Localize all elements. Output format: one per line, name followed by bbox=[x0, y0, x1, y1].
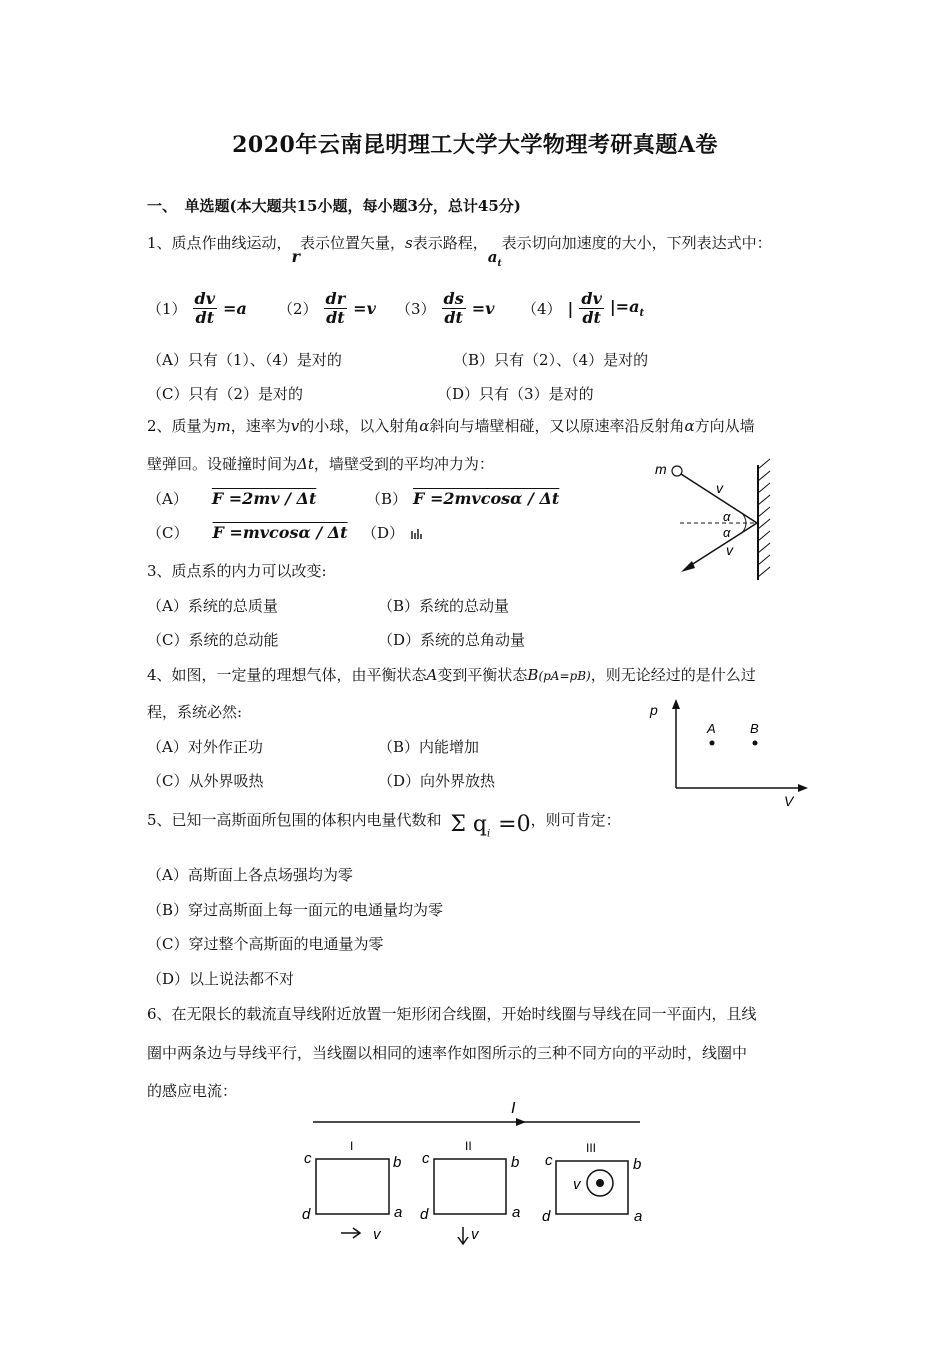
q1-expr-2 bbox=[278, 290, 376, 327]
q4-condition: (pA=pB) bbox=[538, 669, 591, 683]
point-a bbox=[710, 741, 715, 746]
q2-dt-symbol: Δt bbox=[297, 455, 314, 473]
label-m: m bbox=[655, 461, 667, 477]
corner-a: a bbox=[634, 1208, 643, 1225]
q1-expr-rhs: =v bbox=[471, 299, 495, 318]
current-arrow bbox=[516, 1118, 526, 1126]
label-v-reflected: v bbox=[726, 542, 733, 558]
numerator: dv bbox=[194, 289, 216, 308]
fraction bbox=[579, 290, 603, 327]
reflected-path bbox=[685, 523, 757, 569]
q4-text: ，则无论经过的是什么过 bbox=[590, 666, 756, 684]
q4-option-b[interactable]: （B）内能增加 bbox=[378, 738, 480, 756]
q3-option-a[interactable]: （A）系统的总质量 bbox=[147, 597, 278, 615]
loop-1-label: I bbox=[350, 1139, 354, 1153]
q1-expr-3 bbox=[396, 290, 494, 327]
numerator: dr bbox=[325, 289, 346, 308]
label-V: V bbox=[784, 793, 794, 809]
q2-text: 壁弹回。设碰撞时间为 bbox=[147, 455, 298, 473]
q3-option-d[interactable]: （D）系统的总角动量 bbox=[378, 631, 526, 649]
denominator: dt bbox=[195, 308, 215, 327]
denominator: dt bbox=[326, 308, 345, 327]
q1-s-symbol: s bbox=[405, 234, 413, 252]
q4-state-a: A bbox=[426, 666, 438, 684]
denominator: dt bbox=[444, 308, 463, 327]
velocity-label: v bbox=[573, 1176, 581, 1193]
option-label: （C） bbox=[147, 524, 189, 542]
corner-d: d bbox=[542, 1208, 551, 1225]
q5-sub: i bbox=[486, 828, 491, 840]
q4-option-d[interactable]: （D）向外界放热 bbox=[378, 772, 496, 790]
loop-1 bbox=[316, 1159, 389, 1214]
q1-expr-label: （2） bbox=[278, 300, 318, 318]
q4-stem-line1 bbox=[147, 664, 756, 685]
label-v-incident: v bbox=[716, 480, 723, 496]
q4-text: 4、如图，一定量的理想气体，由平衡状态 bbox=[147, 666, 427, 684]
q1-at-letter: a bbox=[487, 248, 498, 266]
q5-formula bbox=[450, 812, 531, 840]
q1-expr-1 bbox=[147, 290, 247, 327]
label-alpha-2: α bbox=[723, 525, 731, 540]
fraction bbox=[324, 290, 348, 327]
q2-alpha-symbol: α bbox=[684, 417, 695, 435]
loop-2-label: II bbox=[465, 1139, 472, 1153]
corner-b: b bbox=[393, 1154, 402, 1171]
q2-text: 斜向与墙壁相碰，又以原速率沿反射角 bbox=[429, 417, 685, 435]
q1-at-sub: t bbox=[497, 259, 502, 269]
loop-3-label: III bbox=[586, 1141, 597, 1155]
q5-option-d[interactable]: （D）以上说法都不对 bbox=[147, 970, 295, 988]
numerator: dv bbox=[581, 289, 602, 308]
q1-expr-4 bbox=[522, 290, 644, 327]
q4-option-c[interactable]: （C）从外界吸热 bbox=[147, 772, 264, 790]
option-formula: F =2mvcosα / Δt bbox=[413, 489, 560, 508]
option-formula: F =2mv / Δt bbox=[211, 489, 317, 508]
q6-loops-diagram bbox=[295, 1095, 655, 1255]
page-title: 2020年云南昆明理工大学大学物理考研真题A卷 bbox=[232, 132, 718, 158]
q4-stem-line2: 程，系统必然: bbox=[147, 703, 243, 721]
q1-r-symbol: r bbox=[291, 247, 300, 266]
corner-d: d bbox=[302, 1206, 311, 1223]
q2-option-a[interactable] bbox=[147, 488, 316, 509]
q1-stem-b: 表示位置矢量， bbox=[299, 234, 405, 252]
loop-3 bbox=[556, 1161, 628, 1214]
q1-at-symbol bbox=[487, 248, 502, 269]
label-a: A bbox=[707, 721, 716, 736]
fraction bbox=[442, 290, 466, 327]
label-b: B bbox=[750, 721, 759, 736]
q1-stem-d: 表示切向加速度的大小，下列表达式中： bbox=[501, 234, 772, 252]
q1-expr-label: （3） bbox=[396, 300, 436, 318]
q5-text: 5、已知一高斯面所包围的体积内电量代数和 bbox=[147, 811, 442, 829]
q2-text: 的小球，以入射角 bbox=[299, 417, 420, 435]
q1-option-a[interactable]: （A）只有（1）、（4）是对的 bbox=[147, 351, 342, 369]
q2-collision-diagram bbox=[650, 455, 780, 585]
q1-stem-a: 1、质点作曲线运动， bbox=[147, 234, 292, 252]
q6-stem-line1: 6、在无限长的载流直导线附近放置一矩形闭合线圈，开始时线圈与导线在同一平面内，且线 bbox=[147, 1005, 757, 1023]
label-p: p bbox=[650, 702, 658, 718]
q3-option-c[interactable]: （C）系统的总动能 bbox=[147, 631, 279, 649]
q5-option-b[interactable]: （B）穿过高斯面上每一面元的电通量均为零 bbox=[147, 901, 444, 919]
v-axis-arrow bbox=[798, 784, 808, 792]
q2-stem-line2 bbox=[147, 453, 494, 474]
q3-option-b[interactable]: （B）系统的总动量 bbox=[378, 597, 510, 615]
q5-option-c[interactable]: （C）穿过整个高斯面的电通量为零 bbox=[147, 935, 384, 953]
q1-expr-label: （4） bbox=[522, 300, 562, 318]
section-heading: 一、 单选题(本大题共15小题，每小题3分，总计45分) bbox=[147, 197, 521, 215]
label-current: I bbox=[511, 1100, 516, 1117]
corner-b: b bbox=[511, 1154, 520, 1171]
q1-option-d[interactable]: （D）只有（3）是对的 bbox=[437, 385, 594, 403]
q2-stem-line1 bbox=[147, 415, 755, 436]
q5-rhs: =0 bbox=[498, 812, 531, 837]
velocity-label: v bbox=[373, 1226, 381, 1243]
q4-state-b: B bbox=[527, 666, 539, 684]
option-formula: F =mvcosα / Δt bbox=[212, 523, 348, 542]
q5-sum: Σ q bbox=[450, 812, 487, 837]
q5-stem bbox=[147, 806, 621, 840]
option-label: （B） bbox=[366, 490, 408, 508]
q1-expr-rhs: |=a bbox=[609, 297, 640, 317]
q2-alpha-symbol: α bbox=[419, 417, 430, 435]
q6-stem-line3: 的感应电流： bbox=[147, 1082, 238, 1100]
q1-expr-rhs: =a bbox=[223, 299, 247, 318]
q2-text: 方向从墙 bbox=[694, 417, 755, 435]
q1-stem-c: 表示路程， bbox=[412, 234, 488, 252]
q2-v-symbol: v bbox=[290, 417, 300, 435]
q1-stem bbox=[147, 232, 772, 269]
q1-expr-rhs: =v bbox=[353, 299, 376, 318]
ball bbox=[672, 466, 682, 476]
q6-stem-line2: 圈中两条边与导线平行，当线圈以相同的速率作如图所示的三种不同方向的平动时，线圈中 bbox=[147, 1044, 748, 1062]
fraction bbox=[193, 290, 217, 327]
q2-text: ，墙壁受到的平均冲力为： bbox=[313, 455, 494, 473]
q3-stem: 3、质点系的内力可以改变: bbox=[147, 562, 327, 580]
broken-image-icon bbox=[410, 526, 424, 540]
q2-text: 2、质量为 bbox=[147, 417, 217, 435]
corner-d: d bbox=[420, 1206, 429, 1223]
q4-pv-diagram bbox=[640, 695, 815, 810]
option-label: （A） bbox=[147, 490, 188, 508]
denominator: dt bbox=[582, 308, 601, 327]
p-axis-arrow bbox=[672, 699, 680, 709]
q2-option-b[interactable] bbox=[366, 488, 559, 509]
option-label: （D） bbox=[362, 524, 405, 542]
q1-expr-label: （1） bbox=[147, 300, 187, 318]
point-b bbox=[753, 741, 758, 746]
q5-text: ，则可肯定： bbox=[530, 811, 621, 829]
loop-2 bbox=[434, 1159, 506, 1214]
corner-b: b bbox=[633, 1156, 642, 1173]
corner-c: c bbox=[304, 1150, 312, 1167]
q1-option-c[interactable]: （C）只有（2）是对的 bbox=[147, 385, 304, 403]
label-alpha-1: α bbox=[723, 509, 731, 524]
q2-option-c[interactable] bbox=[147, 522, 348, 543]
q4-option-a[interactable]: （A）对外作正功 bbox=[147, 738, 263, 756]
corner-a: a bbox=[512, 1204, 521, 1221]
corner-c: c bbox=[422, 1150, 430, 1167]
q2-option-d[interactable] bbox=[362, 522, 424, 543]
abs-bar: | bbox=[567, 299, 574, 318]
velocity-label: v bbox=[471, 1226, 479, 1243]
q2-m-symbol: m bbox=[216, 417, 231, 435]
q1-expr-rhs-sub: t bbox=[639, 308, 645, 320]
arrow-head bbox=[681, 561, 695, 572]
corner-a: a bbox=[394, 1204, 403, 1221]
q4-text: 变到平衡状态 bbox=[437, 666, 528, 684]
q2-text: ，速率为 bbox=[230, 417, 291, 435]
q1-option-b[interactable]: （B）只有（2）、（4）是对的 bbox=[453, 351, 649, 369]
q5-option-a[interactable]: （A）高斯面上各点场强均为零 bbox=[147, 866, 353, 884]
corner-c: c bbox=[545, 1152, 553, 1169]
numerator: ds bbox=[443, 289, 464, 308]
